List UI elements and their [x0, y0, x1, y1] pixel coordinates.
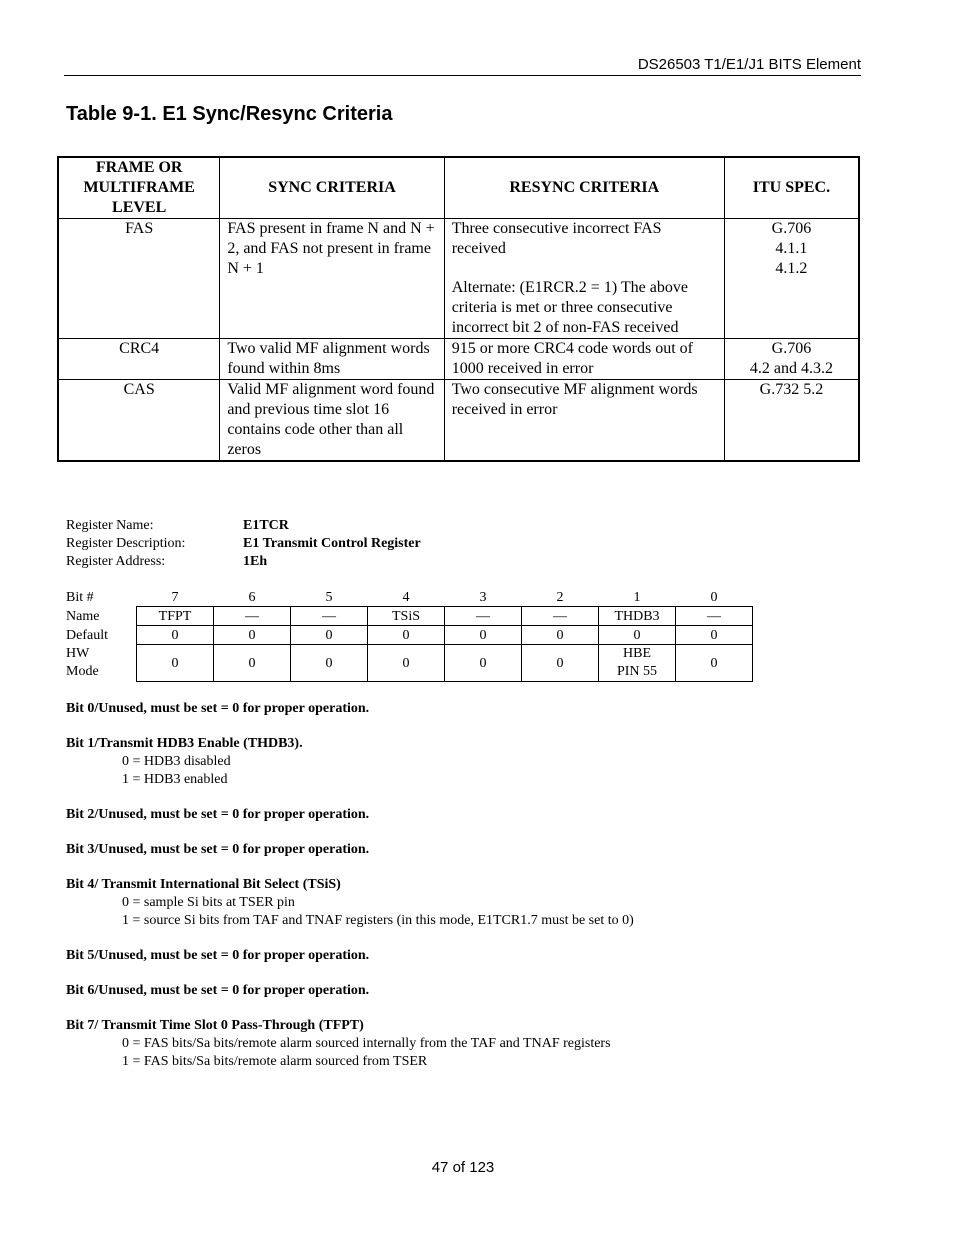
register-address-label: Register Address: [66, 554, 166, 569]
bit-hw-mode-row [64, 645, 753, 682]
bit-name-row [64, 607, 753, 626]
bit-name: TSiS [368, 607, 445, 626]
register-name: E1TCR [243, 518, 289, 533]
bit-default: 0 [445, 626, 522, 645]
bit-description-title: Bit 1/Transmit HDB3 Enable (THDB3). [66, 736, 303, 751]
bit-description-title: Bit 5/Unused, must be set = 0 for proper operation. [66, 948, 370, 963]
bit-description [66, 841, 866, 859]
page-number: 47 of 123 [431, 1159, 495, 1176]
bit-default: 0 [522, 626, 599, 645]
bit-description-line: 0 = HDB3 disabled [122, 754, 231, 769]
bit-name: — [291, 607, 368, 626]
bit-description [66, 700, 866, 718]
bit-number: 2 [556, 589, 564, 605]
bit-name: — [445, 607, 522, 626]
resync-text: Three consecutive incorrect FAS received [451, 220, 662, 257]
bit-default-label: Default [66, 627, 108, 643]
bit-hw-mode: 0 [291, 645, 368, 682]
bit-description-line: 1 = HDB3 enabled [122, 772, 228, 787]
bit-default: 0 [137, 626, 214, 645]
bit-description-line: 0 = sample Si bits at TSER pin [122, 895, 295, 910]
bit-name: — [676, 607, 753, 626]
bit-description [66, 1017, 866, 1071]
bit-name-label: Name [66, 608, 100, 624]
resync-alternate-text: Alternate: (E1RCR.2 = 1) The above criteria is met or three consecutive incorrect bit 2 of non-FAS received [451, 279, 688, 336]
register-bit-table [64, 588, 753, 682]
sync-cell: Two valid MF alignment words found within 8ms [220, 339, 444, 380]
bit-hw-mode: 0 [137, 645, 214, 682]
table-row [58, 339, 859, 380]
bit-description-title: Bit 6/Unused, must be set = 0 for proper operation. [66, 983, 370, 998]
register-address: 1Eh [243, 554, 268, 569]
page-header [64, 55, 861, 76]
bit-number: 3 [479, 589, 487, 605]
resync-cell: Two consecutive MF alignment words received in error [444, 380, 724, 462]
bit-number: 6 [248, 589, 256, 605]
bit-description-line: 0 = FAS bits/Sa bits/remote alarm sourced internally from the TAF and TNAF registers [122, 1036, 611, 1051]
table-row [58, 219, 859, 339]
column-header-resync: RESYNC CRITERIA [444, 157, 724, 219]
bit-hw-mode: 0 [676, 645, 753, 682]
sync-cell: FAS present in frame N and N + 2, and FAS not present in frame N + 1 [220, 219, 444, 339]
bit-description-line: 1 = FAS bits/Sa bits/remote alarm sourced from TSER [122, 1054, 428, 1069]
bit-name: — [522, 607, 599, 626]
column-header-itu: ITU SPEC. [724, 157, 859, 219]
table-row [58, 380, 859, 462]
resync-cell: 915 or more CRC4 code words out of 1000 received in error [444, 339, 724, 380]
bit-hw-mode: 0 [368, 645, 445, 682]
itu-cell: G.706 4.1.1 4.1.2 [724, 219, 859, 339]
bit-description [66, 876, 866, 930]
bit-default: 0 [368, 626, 445, 645]
bit-number-label: Bit # [66, 589, 94, 605]
register-description-label: Register Description: [66, 536, 186, 551]
sync-criteria-table [57, 156, 860, 462]
bit-default: 0 [676, 626, 753, 645]
bit-description-title: Bit 0/Unused, must be set = 0 for proper operation. [66, 701, 370, 716]
itu-cell: G.732 5.2 [724, 380, 859, 462]
bit-name: TFPT [137, 607, 214, 626]
bit-description-title: Bit 2/Unused, must be set = 0 for proper operation. [66, 807, 370, 822]
register-description: E1 Transmit Control Register [243, 536, 421, 551]
bit-default-row [64, 626, 753, 645]
bit-number: 1 [633, 589, 641, 605]
bit-description-title: Bit 7/ Transmit Time Slot 0 Pass-Through (TFPT) [66, 1018, 364, 1033]
bit-description [66, 982, 866, 1000]
bit-number: 0 [710, 589, 718, 605]
column-header-level: FRAME OR MULTIFRAME LEVEL [58, 157, 220, 219]
column-header-sync: SYNC CRITERIA [220, 157, 444, 219]
bit-description-title: Bit 4/ Transmit International Bit Select (TSiS) [66, 877, 341, 892]
level-cell: CRC4 [58, 339, 220, 380]
bit-hw-mode: 0 [445, 645, 522, 682]
bit-default: 0 [214, 626, 291, 645]
bit-default: 0 [291, 626, 368, 645]
level-cell: FAS [58, 219, 220, 339]
level-cell: CAS [58, 380, 220, 462]
bit-descriptions [66, 700, 866, 1088]
bit-name: THDB3 [599, 607, 676, 626]
bit-number-row [64, 588, 753, 607]
bit-description [66, 735, 866, 789]
document-title: DS26503 T1/E1/J1 BITS Element [637, 56, 861, 73]
register-name-label: Register Name: [66, 518, 154, 533]
itu-cell: G.706 4.2 and 4.3.2 [724, 339, 859, 380]
bit-description-title: Bit 3/Unused, must be set = 0 for proper operation. [66, 842, 370, 857]
bit-hw-mode: 0 [522, 645, 599, 682]
bit-hw-mode: HBE PIN 55 [599, 645, 676, 682]
sync-cell: Valid MF alignment word found and previous time slot 16 contains code other than all zeros [220, 380, 444, 462]
bit-description [66, 947, 866, 965]
bit-number: 4 [402, 589, 410, 605]
bit-hw-mode-label: HW Mode [66, 646, 99, 679]
table-header-row [58, 157, 859, 219]
bit-hw-mode: 0 [214, 645, 291, 682]
bit-default: 0 [599, 626, 676, 645]
bit-number: 5 [325, 589, 333, 605]
bit-description [66, 806, 866, 824]
bit-number: 7 [171, 589, 179, 605]
resync-cell [444, 219, 724, 339]
table-title: Table 9-1. E1 Sync/Resync Criteria [66, 103, 393, 125]
bit-description-line: 1 = source Si bits from TAF and TNAF registers (in this mode, E1TCR1.7 must be set to 0) [122, 913, 634, 928]
bit-name: — [214, 607, 291, 626]
